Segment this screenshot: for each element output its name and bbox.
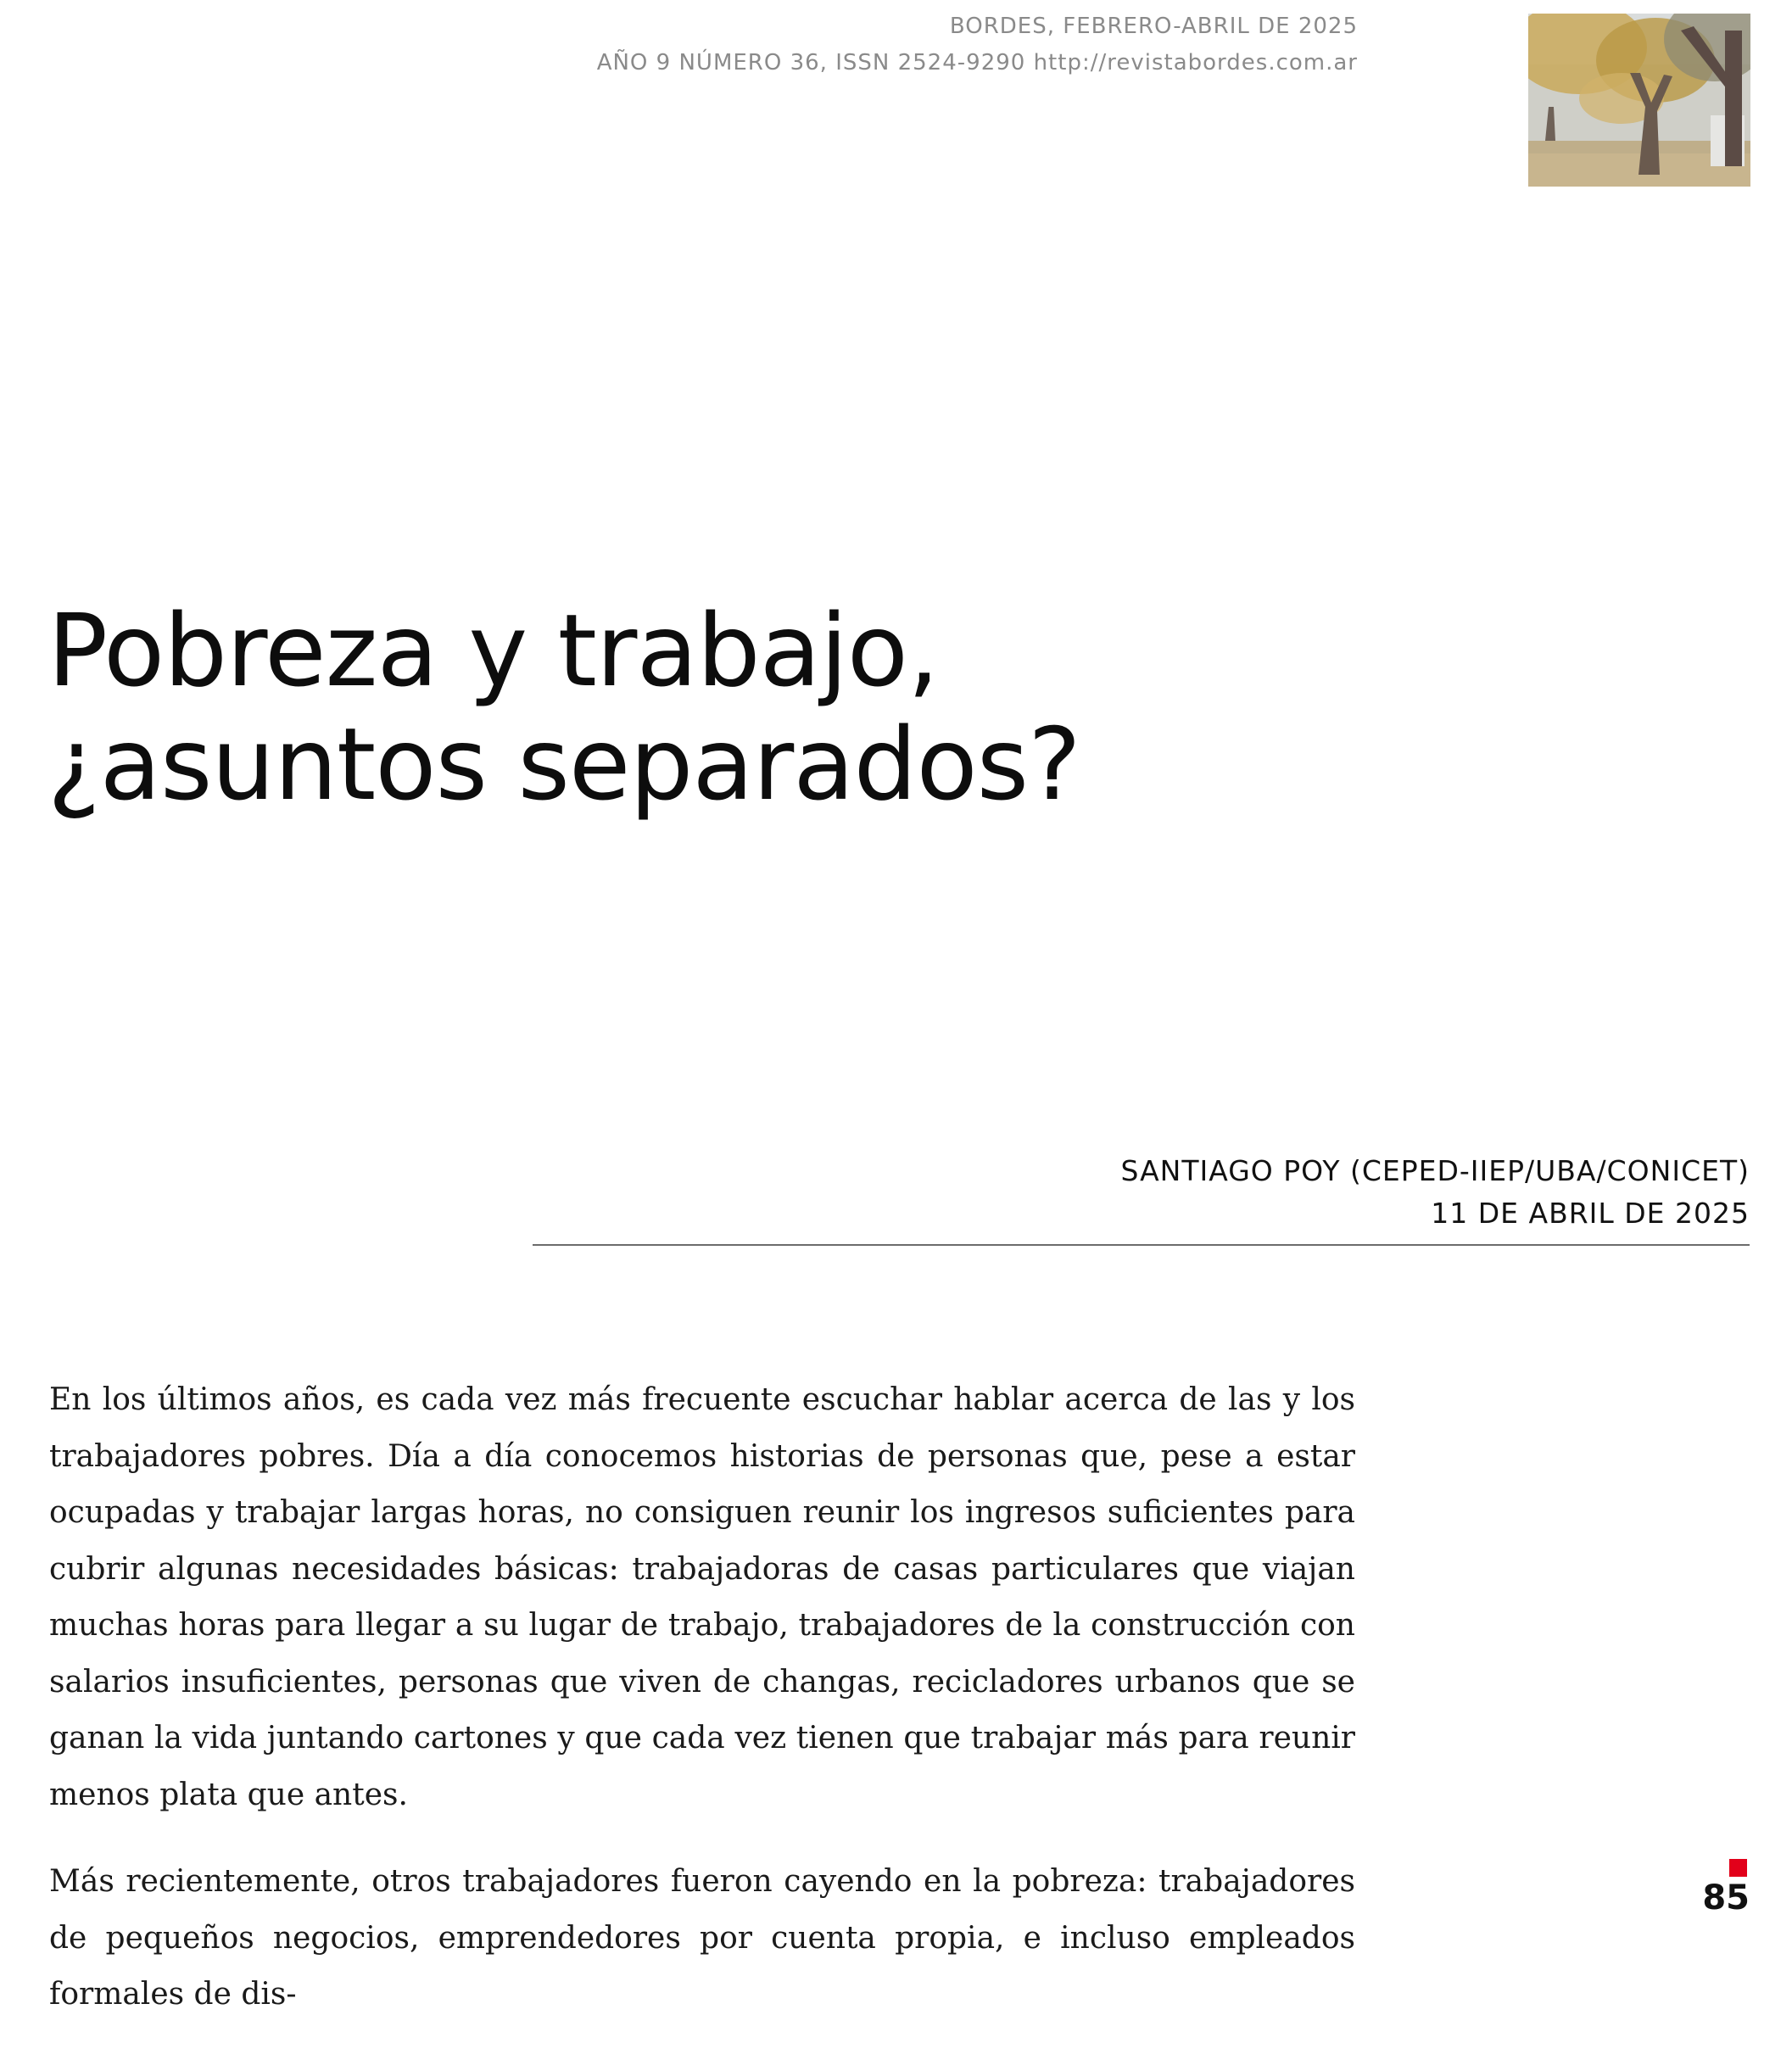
tree-photo-icon	[1528, 14, 1750, 187]
publication-date: 11 DE ABRIL DE 2025	[1431, 1197, 1750, 1230]
article-title	[47, 594, 1080, 821]
page-marker-square	[1729, 1859, 1747, 1877]
journal-header	[597, 8, 1358, 81]
byline-divider	[533, 1244, 1750, 1246]
body-paragraph-1: En los últimos años, es cada vez más frecuente escuchar hablar acerca de las y los trabajadores pobres. Día a día conocemos historias de personas que, pese a estar ocupadas y trabajar largas horas, no consiguen reunir los ingresos suficientes para cubrir algunas necesidades básicas: trabajadoras de casas particulares que viajan muchas horas para llegar a su lugar de trabajo, trabajadores de la construcción con salarios insuficientes, personas que viven de changas, recicladores urbanos que se ganan la vida juntando cartones y que cada vez tienen que trabajar más para reunir menos plata que antes.	[49, 1382, 1355, 1812]
journal-issue-line: BORDES, FEBRERO-ABRIL DE 2025	[949, 14, 1358, 39]
body-paragraph-2: Más recientemente, otros trabajadores fueron cayendo en la pobreza: trabajadores de pequeños negocios, emprendedores por cuenta propia, e incluso empleados formales de dis-	[49, 1864, 1355, 2012]
article-title-line-1: Pobreza y trabajo,	[47, 592, 939, 709]
journal-issn-line: AÑO 9 NÚMERO 36, ISSN 2524-9290 http://revistabordes.com.ar	[596, 50, 1358, 75]
header-photo	[1528, 14, 1750, 187]
article-title-line-2: ¿asuntos separados?	[47, 706, 1080, 823]
article-body	[49, 1372, 1355, 2054]
page-number: 85	[1702, 1878, 1750, 1917]
author-name: SANTIAGO POY (CEPED-IIEP/UBA/CONICET)	[1120, 1154, 1750, 1187]
article-byline	[1121, 1150, 1750, 1235]
